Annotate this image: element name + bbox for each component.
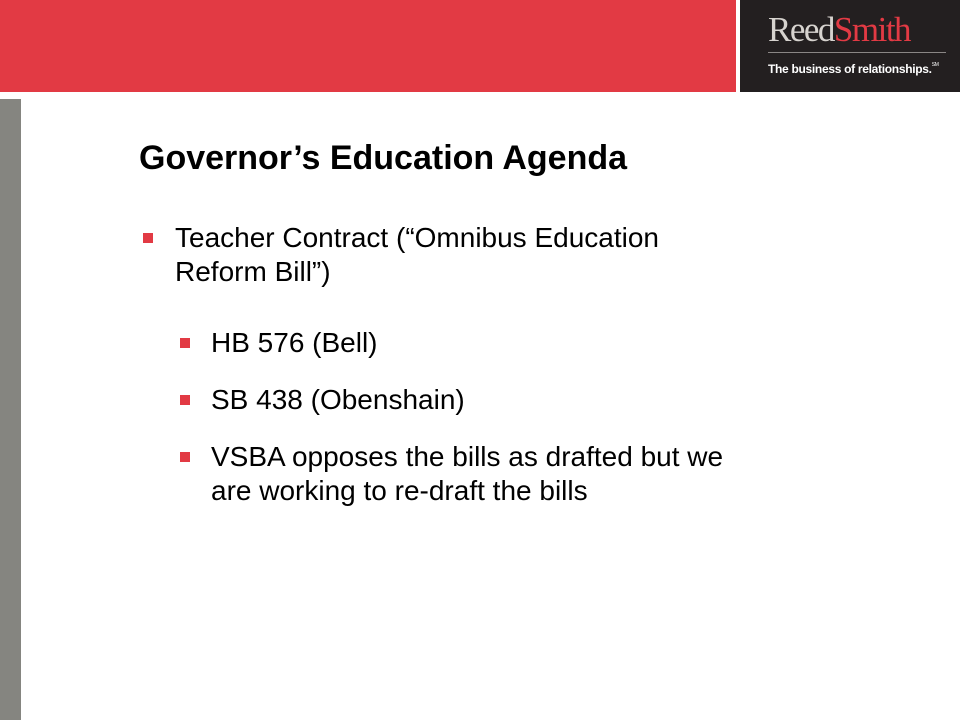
logo-divider [768,52,946,53]
bullet-text-line: Teacher Contract (“Omnibus Education [175,222,659,253]
bullet-text [175,221,855,289]
bullet-text: SB 438 (Obenshain) [211,384,465,415]
square-bullet-icon [180,338,190,348]
bullet-text: HB 576 (Bell) [211,327,378,358]
logo-tagline [768,62,939,76]
reed-smith-logo [740,0,960,92]
slide-title: Governor’s Education Agenda [139,139,628,177]
logo-tagline-text: The business of relationships. [768,62,932,76]
bullet-text-line: are working to re-draft the bills [211,475,588,506]
logo-smith-text: Smith [833,10,911,49]
square-bullet-icon [180,395,190,405]
logo-wordmark [768,10,910,50]
header-accent-band [0,0,736,92]
bullet-text [211,440,911,508]
bullet-text-line: Reform Bill”) [175,256,331,287]
left-accent-bar [0,99,21,720]
logo-reed-text: Reed [768,10,834,49]
logo-service-mark: SM [931,62,939,68]
bullet-text-line: VSBA opposes the bills as drafted but we [211,441,724,472]
square-bullet-icon [143,233,153,243]
square-bullet-icon [180,452,190,462]
